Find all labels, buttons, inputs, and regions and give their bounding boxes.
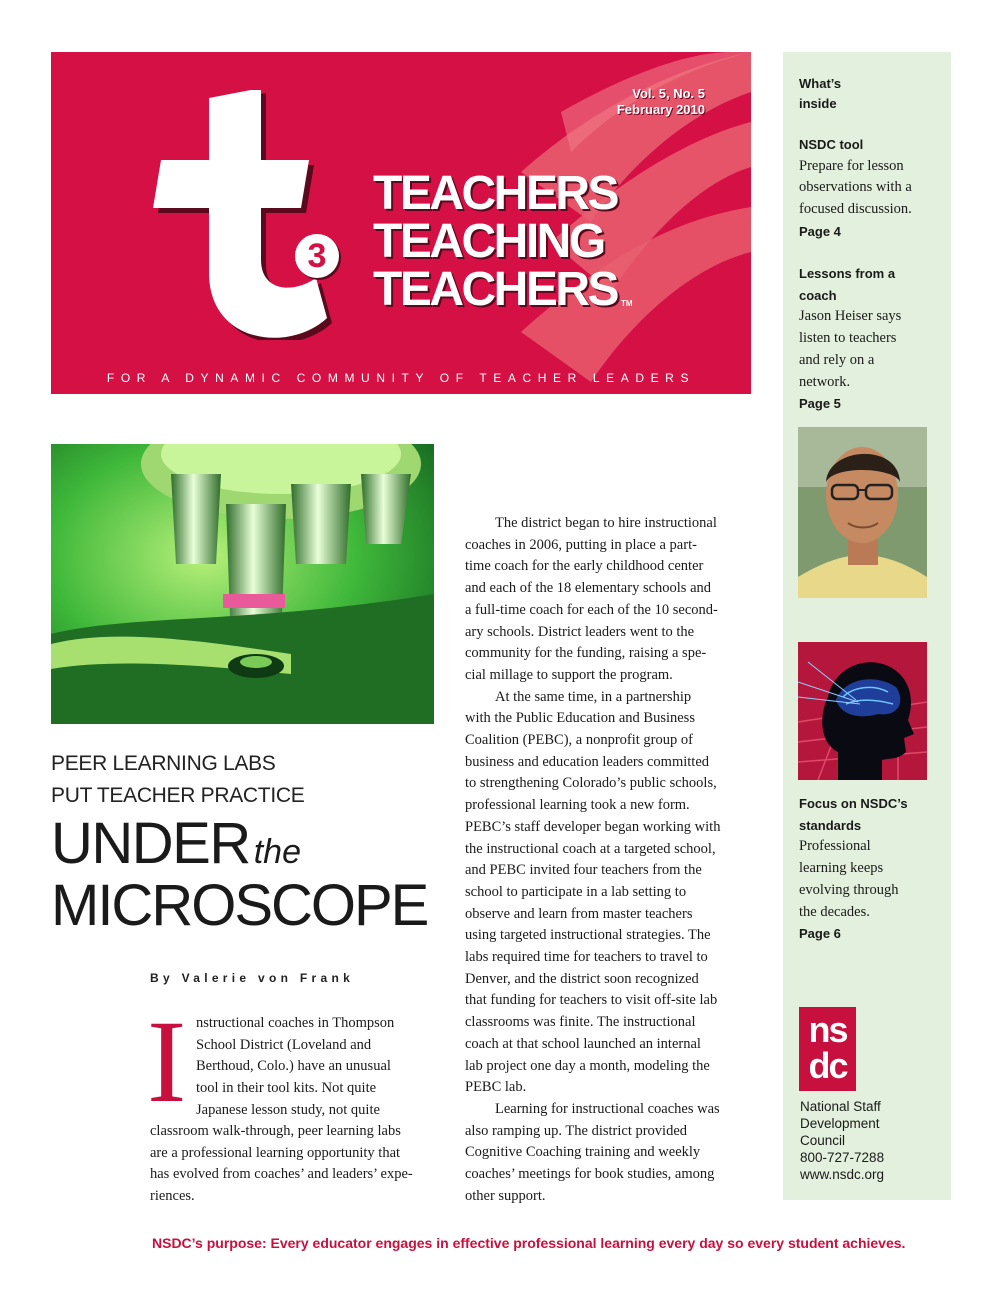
- body-line: cial millage to support the program.: [465, 666, 673, 683]
- body-line: PEBC lab.: [465, 1079, 527, 1096]
- body-line: also ramping up. The district provided: [465, 1122, 688, 1139]
- body-line: using targeted instructional strategies. The: [465, 927, 711, 944]
- organization-info: [800, 1098, 884, 1183]
- logo-text-line: dc: [808, 1045, 847, 1086]
- body-line: classrooms was finite. The instructional: [465, 1014, 696, 1031]
- body-line: PEBC’s staff developer began working with: [465, 818, 721, 835]
- org-phone: 800-727-7288: [800, 1150, 885, 1165]
- sidebar-item-text: Professional: [799, 838, 871, 855]
- sidebar-item-text: evolving through: [799, 881, 899, 898]
- sidebar-heading-line: inside: [799, 96, 837, 111]
- body-line: are a professional learning opportunity that: [150, 1144, 401, 1161]
- body-line: community for the funding, raising a spe-: [465, 645, 707, 662]
- sidebar-heading: [799, 74, 841, 114]
- sidebar-item-nsdc-tool[interactable]: [799, 134, 912, 243]
- body-line: that funding for teachers to visit off-site lab: [465, 992, 718, 1009]
- purpose-statement: NSDC’s purpose: Every educator engages in effective professional learning every day so every student achieves.: [152, 1235, 906, 1251]
- body-line: ary schools. District leaders went to the: [465, 623, 695, 640]
- sidebar-item-title: NSDC tool: [799, 137, 864, 152]
- sidebar-item-text: focused discussion.: [799, 201, 912, 218]
- body-line: and PEBC invited four teachers from the: [465, 862, 702, 879]
- body-line: nstructional coaches in Thompson: [196, 1015, 395, 1031]
- org-website: www.nsdc.org: [800, 1167, 885, 1182]
- headline-microscope: MICROSCOPE: [51, 873, 428, 938]
- body-line: The district began to hire instructional: [495, 515, 717, 531]
- body-line: time coach for the early childhood center: [465, 558, 704, 575]
- org-line: National Staff: [800, 1099, 881, 1114]
- issue-date: February 2010: [616, 102, 705, 117]
- issue-volume: Vol. 5, No. 5: [632, 86, 705, 101]
- article-column-2: [465, 513, 720, 1208]
- body-line: business and education leaders committed: [465, 753, 710, 770]
- body-line: other support.: [465, 1187, 546, 1204]
- sidebar-item-page: Page 5: [799, 396, 841, 412]
- sidebar-item-text: observations with a: [799, 179, 912, 196]
- headline-word-under: UNDER: [51, 811, 250, 876]
- title-line-2: TEACHING: [373, 215, 604, 268]
- drop-cap: I: [147, 996, 187, 1127]
- microscope-photo: [51, 444, 434, 724]
- tagline: FOR A DYNAMIC COMMUNITY OF TEACHER LEADERS: [106, 371, 696, 385]
- body-line: Denver, and the district soon recognized: [465, 970, 699, 987]
- body-line: labs required time for teachers to travel to: [465, 949, 708, 966]
- logo-numeral: 3: [295, 234, 339, 278]
- kicker-line-2: PUT TEACHER PRACTICE: [51, 784, 305, 807]
- article-column-1-full-width: [150, 1121, 413, 1208]
- kicker-line-1: PEER LEARNING LABS: [51, 752, 276, 775]
- body-line: lab project one day a month, modeling the: [465, 1057, 710, 1074]
- body-line: the instructional coach at a targeted school,: [465, 840, 716, 857]
- body-line: classroom walk-through, peer learning labs: [150, 1123, 401, 1139]
- sidebar-item-text: and rely on a: [799, 351, 875, 368]
- sidebar-heading-line: What’s: [799, 76, 842, 91]
- body-line: School District (Loveland and: [196, 1036, 372, 1053]
- sidebar-item-text: network.: [799, 373, 851, 390]
- org-line: Development: [800, 1116, 880, 1131]
- brain-illustration: [798, 642, 927, 780]
- sidebar-item-standards[interactable]: [799, 793, 908, 945]
- sidebar-item-text: Prepare for lesson: [799, 157, 904, 174]
- t3-logo-letter: [141, 90, 371, 340]
- body-line: riences.: [150, 1188, 195, 1205]
- coach-portrait-photo: [798, 427, 927, 598]
- byline: By Valerie von Frank: [150, 971, 355, 985]
- nsdc-logo: [799, 1007, 856, 1091]
- body-line: coaches’ meetings for book studies, among: [465, 1166, 715, 1183]
- body-line: has evolved from coaches’ and leaders’ expe-: [150, 1166, 413, 1183]
- sidebar-item-page: Page 4: [799, 223, 841, 239]
- sidebar-item-title: Focus on NSDC’s: [799, 796, 908, 811]
- body-line: coach at that school launched an internal: [465, 1035, 701, 1052]
- body-line: Cognitive Coaching training and weekly: [465, 1144, 701, 1161]
- body-line: and each of the 18 elementary schools and: [465, 580, 712, 597]
- masthead-banner: [51, 52, 751, 394]
- body-line: school to participate in a lab setting to: [465, 883, 687, 900]
- body-line: observe and learn from master teachers: [465, 905, 693, 922]
- body-line: coaches in 2006, putting in place a part-: [465, 536, 697, 553]
- body-line: Japanese lesson study, not quite: [196, 1101, 380, 1118]
- sidebar-item-title: standards: [799, 817, 862, 833]
- body-line: Coalition (PEBC), a nonprofit group of: [465, 732, 693, 749]
- issue-info: [617, 86, 705, 118]
- title-line-1: TEACHERS: [373, 167, 618, 220]
- body-line: to strengthening Colorado’s public schools,: [465, 775, 717, 792]
- body-line: with the Public Education and Business: [465, 710, 695, 727]
- body-line: a full-time coach for each of the 10 second-: [465, 601, 718, 618]
- body-line: Berthoud, Colo.) have an unusual: [196, 1058, 391, 1075]
- sidebar-item-text: Jason Heiser says: [799, 308, 902, 325]
- trademark-mark: TM: [621, 299, 633, 308]
- logo-text-line: ns: [808, 1009, 847, 1050]
- sidebar-item-text: listen to teachers: [799, 330, 897, 347]
- sidebar-item-text: the decades.: [799, 903, 870, 920]
- sidebar-item-page: Page 6: [799, 926, 841, 942]
- body-line: tool in their tool kits. Not quite: [196, 1080, 377, 1097]
- article-column-1: [196, 1013, 394, 1122]
- title-line-3: TEACHERS: [373, 263, 618, 316]
- sidebar-item-lessons-from-coach[interactable]: [799, 263, 901, 415]
- body-line: professional learning took a new form.: [465, 797, 690, 814]
- sidebar-item-text: learning keeps: [799, 860, 884, 877]
- body-line: At the same time, in a partnership: [495, 688, 692, 705]
- headline-word-the: the: [253, 833, 301, 871]
- body-line: Learning for instructional coaches was: [495, 1100, 720, 1117]
- sidebar-item-title: coach: [799, 287, 837, 303]
- sidebar-item-title: Lessons from a: [799, 266, 896, 281]
- org-line: Council: [800, 1133, 846, 1148]
